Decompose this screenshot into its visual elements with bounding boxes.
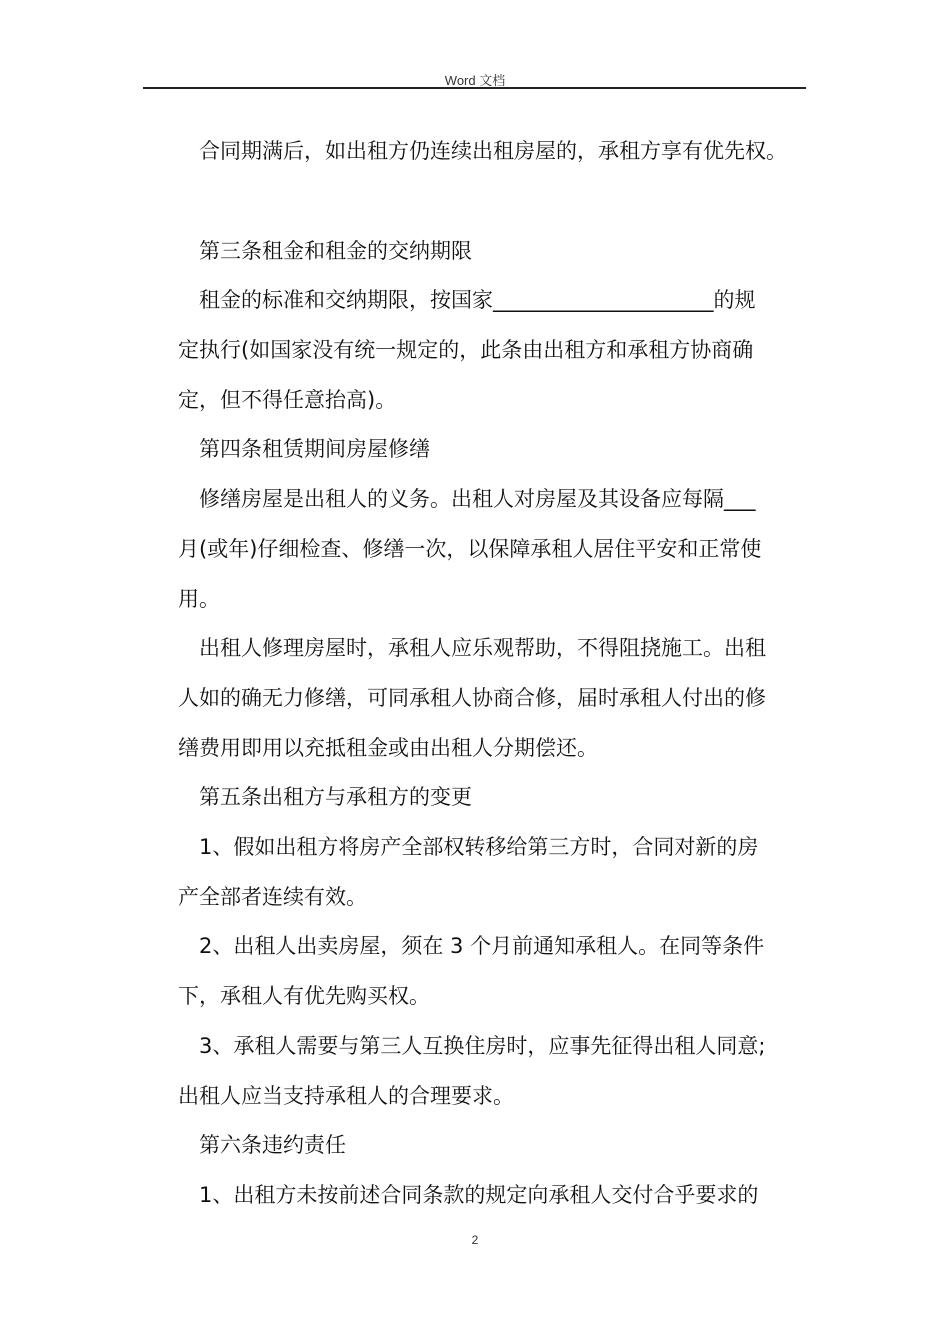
body-line: 出租人修理房屋时，承租人应乐观帮助，不得阻挠施工。出租 (199, 636, 766, 660)
page-header-title: Word 文档 (444, 73, 506, 88)
body-line: 2、出租人出卖房屋，须在 3 个月前通知承租人。在同等条件 (199, 934, 765, 958)
body-line: 定执行(如国家没有统一规定的，此条由出租方和承租方协商确 (178, 338, 754, 362)
body-line: 月(或年)仔细检查、修缮一次，以保障承租人居住平安和正常使 (178, 537, 762, 561)
section-heading-4: 第四条租赁期间房屋修缮 (199, 437, 430, 461)
body-line: 1、出租方未按前述合同条款的规定向承租人交付合乎要求的 (199, 1183, 759, 1207)
section-heading-5: 第五条出租方与承租方的变更 (199, 785, 472, 809)
section-heading-3: 第三条租金和租金的交纳期限 (199, 239, 472, 263)
header-divider (143, 87, 806, 89)
body-line: 人如的确无力修缮，可同承租人协商合修，届时承租人付出的修 (178, 686, 766, 710)
body-line: 用。 (178, 587, 220, 611)
body-line: 3、承租人需要与第三人互换住房时，应事先征得出租人同意; (199, 1034, 766, 1058)
body-line: 租金的标准和交纳期限，按国家_____________________的规 (199, 288, 756, 312)
section-heading-6: 第六条违约责任 (199, 1133, 346, 1157)
body-line: 出租人应当支持承租人的合理要求。 (178, 1084, 514, 1108)
body-line: 下，承租人有优先购买权。 (178, 984, 430, 1008)
body-line: 缮费用即用以充抵租金或由出租人分期偿还。 (178, 736, 598, 760)
body-line: 1、假如出租方将房产全部权转移给第三方时，合同对新的房 (199, 835, 759, 859)
body-line: 产全部者连续有效。 (178, 885, 367, 909)
body-line: 修缮房屋是出租人的义务。出租人对房屋及其设备应每隔___ (199, 487, 756, 511)
page-number: 2 (471, 1233, 479, 1247)
body-line: 定，但不得任意抬高)。 (178, 388, 397, 412)
body-line: 合同期满后，如出租方仍连续出租房屋的，承租方享有优先权。 (199, 139, 787, 163)
